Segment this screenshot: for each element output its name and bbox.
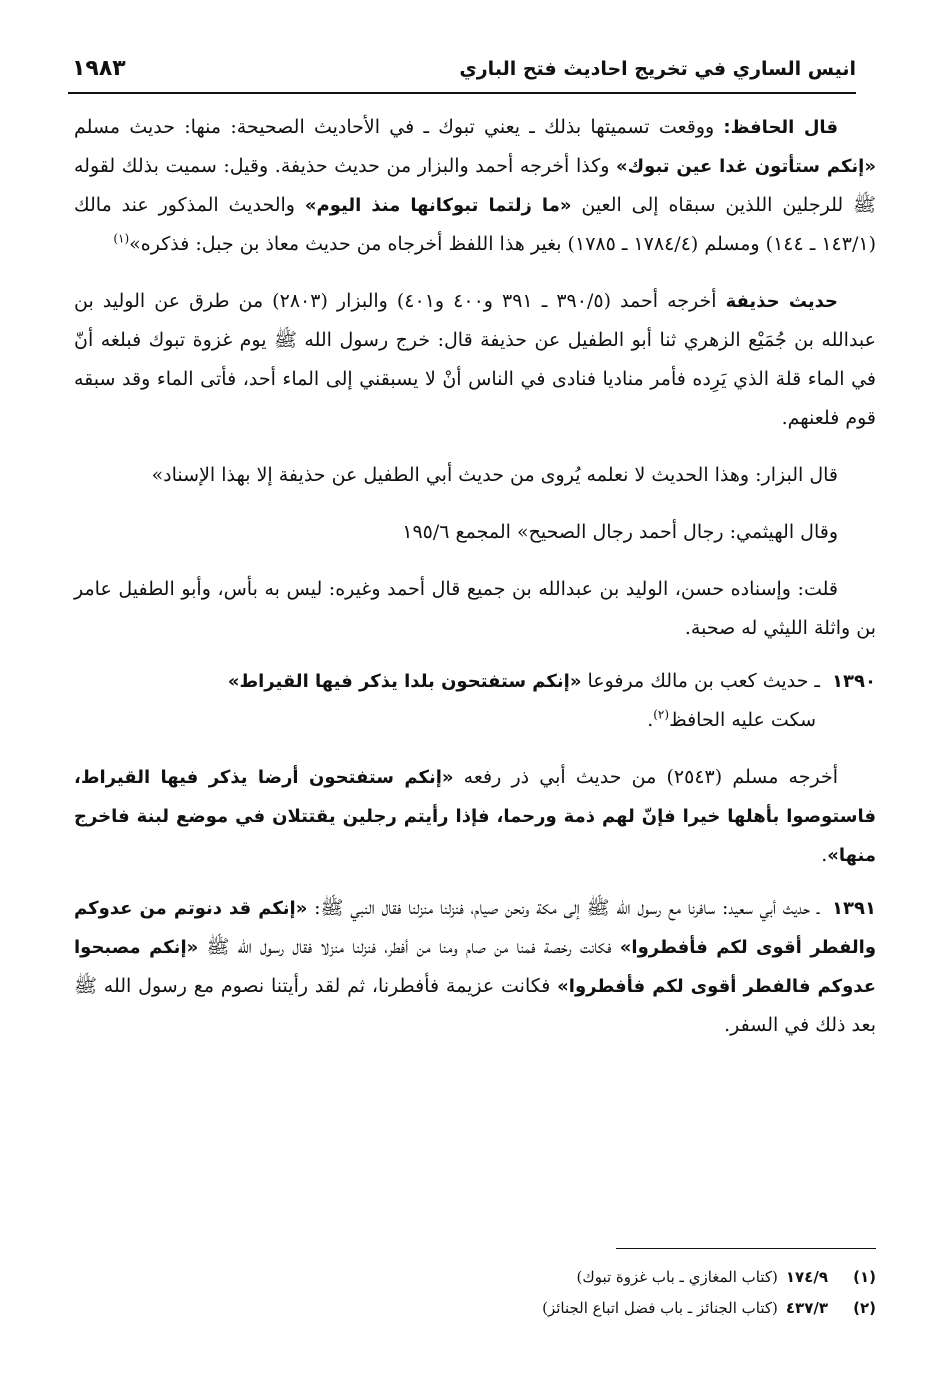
footnote-number: (٢) (853, 1299, 876, 1317)
footnote-number: (١) (853, 1268, 876, 1286)
text: أخرجه أحمد (٣٩٠/٥ ـ ٣٩١ و٤٠٠ و٤٠١) والبزار (٢٨٠٣) من طرق عن الوليد بن عبدالله بن جُمَيْع الزهري ثنا أبو الطفيل عن حذيفة قال: خرج رسول الله ﷺ يوم غزوة تبوك فبلغه أنّ في الماء قلة الذي يَرِده فأمر مناديا فنادى في الناس أنْ لا يسبقني إلى الماء أحد، فأتى الماء وقد سبقه قوم فلعنهم. (74, 290, 876, 429)
hadith-quote: «إنكم ستأتون غدا عين تبوك» (616, 156, 876, 177)
hadith-number: ١٣٩٠ (832, 671, 876, 692)
paragraph-bazzar: قال البزار: وهذا الحديث لا نعلمه يُروى من حديث أبي الطفيل عن حذيفة إلا بهذا الإسناد» (151, 464, 838, 486)
text: ـ حديث كعب بن مالك مرفوعا (581, 670, 827, 692)
footnote-ref: (٢) (653, 707, 670, 722)
running-header (68, 52, 856, 94)
hadith-1390 (74, 662, 876, 740)
footnote-separator (616, 1248, 876, 1249)
footnote-ref-volume: ١٧٤/٩ (785, 1268, 828, 1286)
hadith-quote: «إنكم ستفتحون أرضا يذكر فيها القيراط، فاستوصوا بأهلها خيرا فإنّ لهم ذمة ورحما، فإذا رأيتم رجلين يقتتلان في موضع لبنة فاخرج منها» (74, 767, 876, 866)
paragraph-haythami: وقال الهيثمي: رجال أحمد رجال الصحيح» المجمع ١٩٥/٦ (402, 521, 838, 543)
text: والحديث المذكور عند مالك (١٤٣/١ ـ ١٤٤) ومسلم (١٧٨٤/٤ ـ ١٧٨٥) بغير هذا اللفظ أخرجاه من حديث معاذ بن جبل: فذكره» (74, 194, 876, 255)
page-body (74, 108, 876, 1045)
hadith-quote: «إنكم ستفتحون بلدا يذكر فيها القيراط» (227, 671, 582, 692)
text: وكذا أخرجه أحمد والبزار من حديث حذيفة. وقيل: سميت بذلك لقوله ﷺ للرجلين اللذين سبقاه إلى العين (74, 155, 876, 216)
hadith-number: ١٣٩١ (832, 898, 876, 919)
hadith-quote: «ما زلتما تبوكانها منذ اليوم» (304, 195, 572, 216)
footnote-2 (74, 1293, 876, 1324)
text: ـ حديث أبي سعيد: سافرنا مع رسول الله ﷺ إلى مكة ونحن صيام، فنزلنا منزلنا فقال النبي ﷺ: (307, 897, 827, 919)
text: فكانت عزيمة فأفطرنا، ثم لقد رأيتنا نصوم مع رسول الله ﷺ بعد ذلك في السفر. (74, 975, 876, 1036)
footnote-text: (كتاب المغازي ـ باب غزوة تبوك) (576, 1268, 778, 1286)
hadith-text (74, 662, 876, 740)
footnote-ref: (١) (113, 231, 130, 246)
text: أخرجه مسلم (٢٥٤٣) من حديث أبي ذر رفعه (453, 766, 838, 788)
footnote-1 (74, 1262, 876, 1293)
text: ووقعت تسميتها بذلك ـ يعني تبوك ـ في الأحاديث الصحيحة: منها: حديث مسلم (74, 116, 724, 138)
paragraph-qultu: قلت: وإسناده حسن، الوليد بن عبدالله بن جميع قال أحمد وغيره: ليس به بأس، وأبو الطفيل عامر بن واثلة الليثي له صحبة. (74, 578, 876, 639)
paragraph-hafiz-quote (74, 108, 876, 264)
footnote-text: (كتاب الجنائز ـ باب فضل اتباع الجنائز) (542, 1299, 778, 1317)
text: سكت عليه الحافظ (669, 709, 816, 731)
text: . (647, 709, 654, 731)
paragraph-hudhayfa (74, 282, 876, 438)
footnotes (74, 1262, 876, 1324)
hadith-note (74, 701, 816, 740)
page-number: ١٩٨٣ (72, 56, 126, 81)
footnote-ref-volume: ٤٣٧/٣ (785, 1299, 828, 1317)
hadith-quote: «إنكم مصبحوا عدوكم فالفطر أقوى لكم فأفطروا» (74, 937, 877, 997)
text: . (821, 844, 828, 866)
hadith-1391 (74, 889, 876, 1045)
lead-label: حديث حذيفة (725, 291, 839, 312)
lead-label: قال الحافظ: (723, 117, 838, 138)
paragraph-muslim (74, 758, 876, 875)
text: فكانت رخصة فمنا من صام ومنا من أفطر، فنزلنا منزلا فقال رسول الله ﷺ (198, 936, 620, 958)
hadith-text (74, 889, 876, 1045)
hadith-quote: «إنكم قد دنوتم من عدوكم والفطر أقوى لكم فأفطروا» (74, 898, 877, 958)
book-title: انيس الساري في تخريج احاديث فتح الباري (459, 58, 856, 80)
